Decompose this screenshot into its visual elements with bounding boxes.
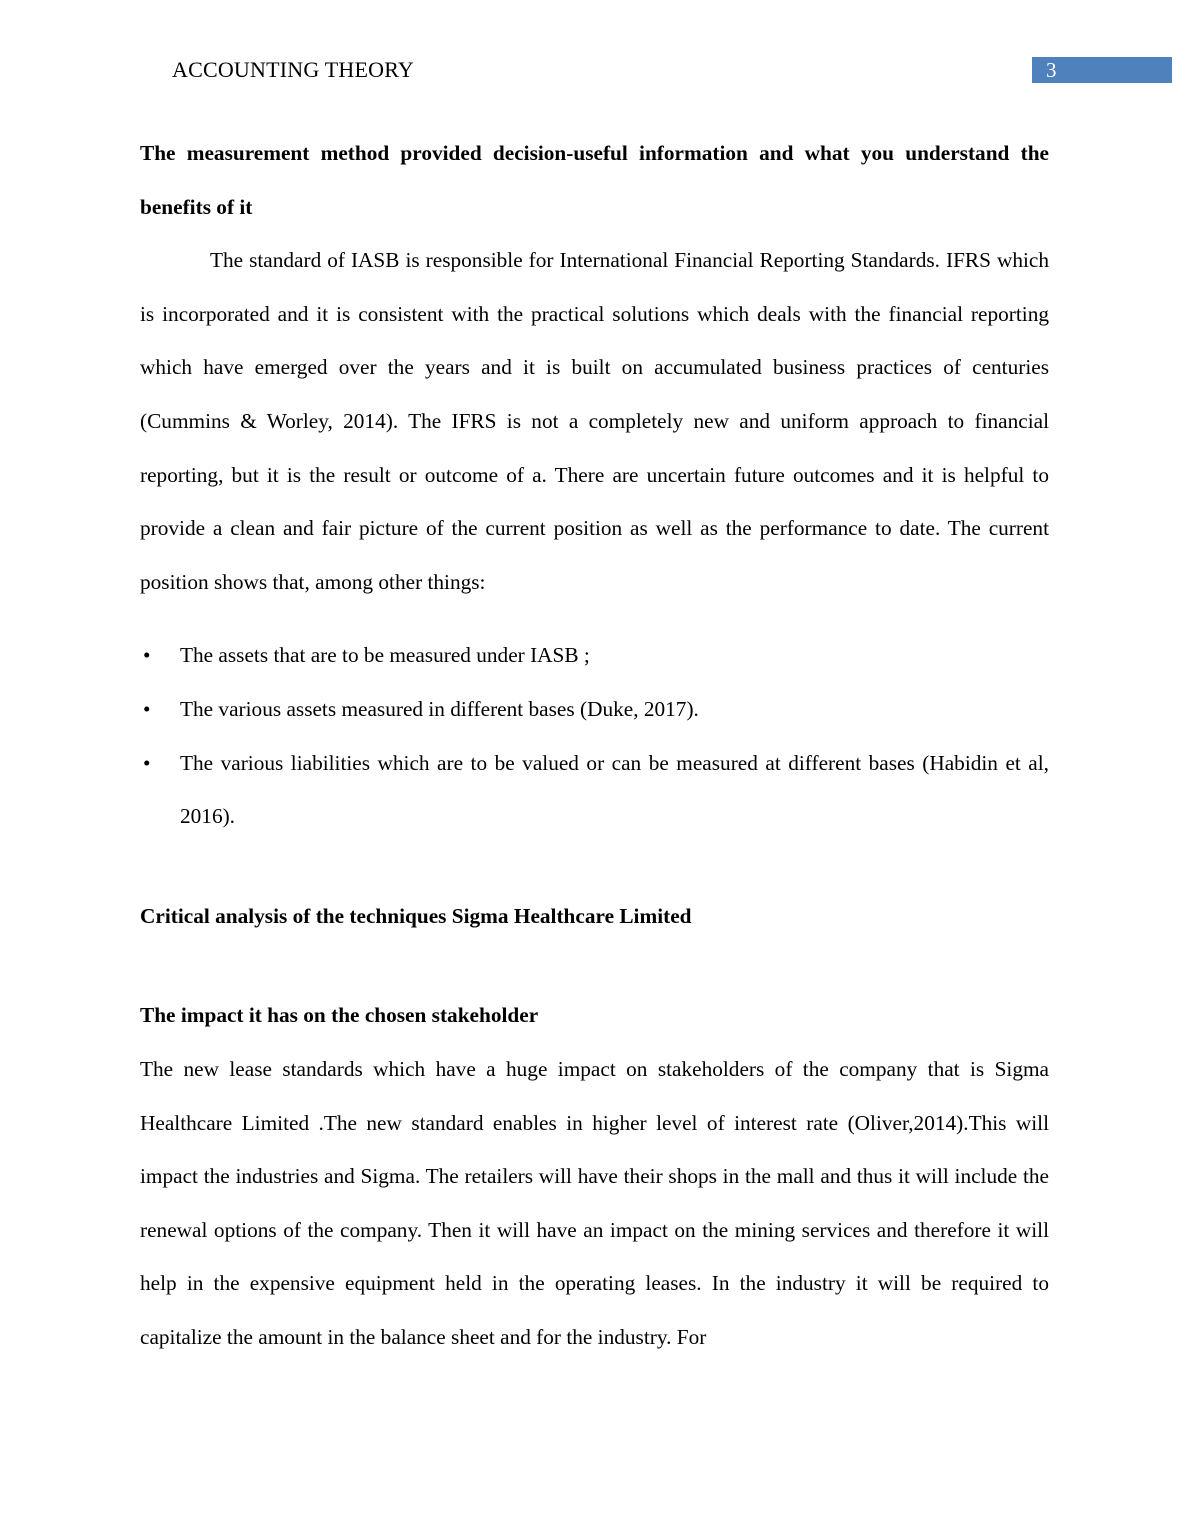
- list-item-text: The various liabilities which are to be valued or can be measured at different bases (Habidin et al, 2016).: [180, 750, 1049, 829]
- list-item: [140, 683, 1049, 737]
- body-paragraph-ifrs: The standard of IASB is responsible for International Financial Reporting Standards. IFRS which is incorporated and it is consistent with the practical solutions which deals with the financial reporting which have emerged over the years and it is built on accumulated business practices of centuries (Cummins & Worley, 2014). The IFRS is not a completely new and uniform approach to financial reporting, but it is the result or outcome of a. There are uncertain future outcomes and it is helpful to provide a clean and fair picture of the current position as well as the performance to date. The current position shows that, among other things:: [140, 248, 1049, 594]
- list-item: [140, 737, 1049, 844]
- running-header-title: ACCOUNTING THEORY: [172, 57, 414, 82]
- bullet-icon: •: [143, 750, 151, 775]
- list-item-text: The various assets measured in different bases (Duke, 2017).: [180, 696, 699, 721]
- body-paragraph-lease-standards: The new lease standards which have a huge impact on stakeholders of the company that is Sigma Healthcare Limited .The new standard enables in higher level of interest rate (Oliver,2014).This will impact the industries and Sigma. The retailers will have their shops in the mall and thus it will include the renewal options of the company. Then it will have an impact on the mining services and therefore it will help in the expensive equipment held in the operating leases. In the industry it will be required to capitalize the amount in the balance sheet and for the industry. For: [140, 1056, 1049, 1349]
- section-heading-stakeholder-impact: The impact it has on the chosen stakeholder: [140, 1003, 539, 1028]
- list-item-text: The assets that are to be measured under IASB ;: [180, 643, 590, 668]
- document-body: [140, 127, 1049, 1364]
- section-heading-critical-analysis: Critical analysis of the techniques Sigma Healthcare Limited: [140, 903, 692, 928]
- bullet-icon: •: [143, 696, 151, 721]
- bullet-list: [140, 629, 1049, 843]
- section-heading-measurement: The measurement method provided decision-useful information and what you understand the benefits of it: [140, 141, 1049, 219]
- page-number-badge: 3: [1032, 57, 1172, 83]
- list-item: [140, 629, 1049, 683]
- bullet-icon: •: [143, 643, 151, 668]
